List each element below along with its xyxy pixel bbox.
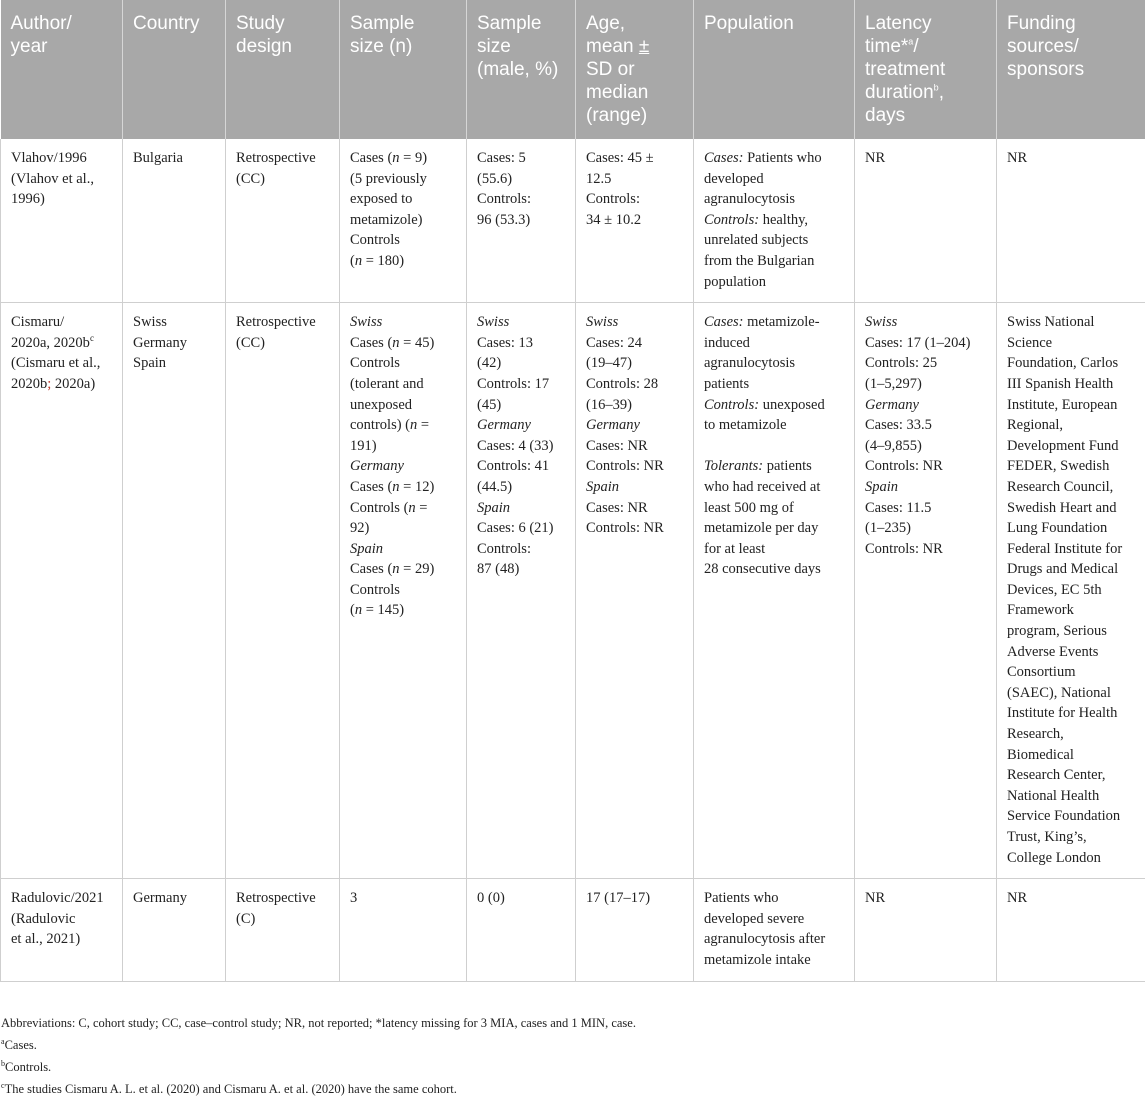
cell-sample-size: Cases (n = 9) (5 previously exposed to metamizole) Controls (n = 180): [340, 139, 467, 303]
cell-population: Cases: metamizole- induced agranulocytosis patients Controls: unexposed to metamizole Tolerants: patients who had received at least 500 mg of metamizole per day for at least 28 consecutive days: [694, 303, 855, 879]
table-row: [1, 303, 1145, 879]
cell-sample-male: Cases: 5 (55.6) Controls: 96 (53.3): [467, 139, 576, 303]
cell-design: Retrospective (C): [226, 879, 340, 981]
footnote-a: $^a$Cases.: [1, 1034, 1141, 1056]
reference-link[interactable]: et al., 2021): [11, 929, 114, 950]
cell-funding: NR: [997, 139, 1145, 303]
cell-funding: NR: [997, 879, 1145, 981]
cell-sample-male: Swiss Cases: 13 (42) Controls: 17 (45) Germany Cases: 4 (33) Controls: 41 (44.5) Spain Cases: 6 (21) Controls: 87 (48): [467, 303, 576, 879]
cell-design: Retrospective (CC): [226, 303, 340, 879]
reference-link[interactable]: 2020a): [51, 376, 95, 392]
table-row: [1, 879, 1145, 981]
cell-latency: NR: [855, 139, 997, 303]
cell-author: Cismaru/ 2020a, $2020b^c$ (Cismaru et al., 2020b; 2020a): [1, 303, 123, 879]
reference-link[interactable]: 1996): [11, 189, 114, 210]
cell-age: Swiss Cases: 24 (19–47) Controls: 28 (16–39) Germany Cases: NR Controls: NR Spain Cases: NR Controls: NR: [576, 303, 694, 879]
header-study-design: Study design: [226, 0, 340, 139]
cell-population: Patients who developed severe agranulocytosis after metamizole intake: [694, 879, 855, 981]
header-sample-size-n: Sample size (n): [340, 0, 467, 139]
cell-design: Retrospective (CC): [226, 139, 340, 303]
header-row: [1, 0, 1145, 139]
cell-population: Cases: Patients who developed agranulocytosis Controls: healthy, unrelated subjects from the Bulgarian population: [694, 139, 855, 303]
cell-country: Swiss Germany Spain: [123, 303, 226, 879]
cell-sample-size: 3: [340, 879, 467, 981]
cell-sample-male: 0 (0): [467, 879, 576, 981]
reference-link[interactable]: (Cismaru et al.,: [11, 353, 114, 374]
cell-age: 17 (17–17): [576, 879, 694, 981]
header-country: Country: [123, 0, 226, 139]
header-author-year: Author/ year: [1, 0, 123, 139]
footnote-c-marker[interactable]: c: [90, 333, 94, 343]
cell-country: Germany: [123, 879, 226, 981]
cell-author: Radulovic/2021 (Radulovic et al., 2021): [1, 879, 123, 981]
cell-latency: Swiss Cases: 17 (1–204) Controls: 25 (1–5,297) Germany Cases: 33.5 (4–9,855) Controls: NR Spain Cases: 11.5 (1–235) Controls: NR: [855, 303, 997, 879]
header-age: Age, mean ± SD or median (range): [576, 0, 694, 139]
reference-link[interactable]: 2020b: [11, 376, 47, 392]
footnote-b: $^b$Controls.: [1, 1056, 1141, 1078]
cell-funding: Swiss National Science Foundation, Carlos III Spanish Health Institute, European Regional, Development Fund FEDER, Swedish Research Council, Swedish Heart and Lung Foundation Federal Institute for Drugs and Medical Devices, EC 5th Framework program, Serious Adverse Events Consortium (SAEC), National Institute for Health Research, Biomedical Research Center, National Health Service Foundation Trust, King’s, College London: [997, 303, 1145, 879]
cell-sample-size: Swiss Cases (n = 45) Controls (tolerant and unexposed controls) (n = 191) Germany Cases (n = 12) Controls (n = 92) Spain Cases (n = 29) Controls (n = 145): [340, 303, 467, 879]
header-population: Population: [694, 0, 855, 139]
header-latency: Latency time*$^a$/ treatment duration$^b$, days: [855, 0, 997, 139]
cell-country: Bulgaria: [123, 139, 226, 303]
table-row: [1, 139, 1145, 303]
cell-author: Vlahov/1996 (Vlahov et al., 1996): [1, 139, 123, 303]
table-footnotes: [1, 1012, 1141, 1100]
header-sample-size-male: Sample size (male, %): [467, 0, 576, 139]
cell-age: Cases: 45 ± 12.5 Controls: 34 ± 10.2: [576, 139, 694, 303]
cell-latency: NR: [855, 879, 997, 981]
footnote-c: $^c$The studies Cismaru A. L. et al. (2020) and Cismaru A. et al. (2020) have the same cohort.: [1, 1078, 1141, 1100]
header-funding: Funding sources/ sponsors: [997, 0, 1145, 139]
footnote-abbreviations: Abbreviations: C, cohort study; CC, case–control study; NR, not reported; *latency missing for 3 MIA, cases and 1 MIN, case.: [1, 1012, 1141, 1034]
reference-link[interactable]: (Radulovic: [11, 909, 114, 930]
reference-link[interactable]: (Vlahov et al.,: [11, 169, 114, 190]
